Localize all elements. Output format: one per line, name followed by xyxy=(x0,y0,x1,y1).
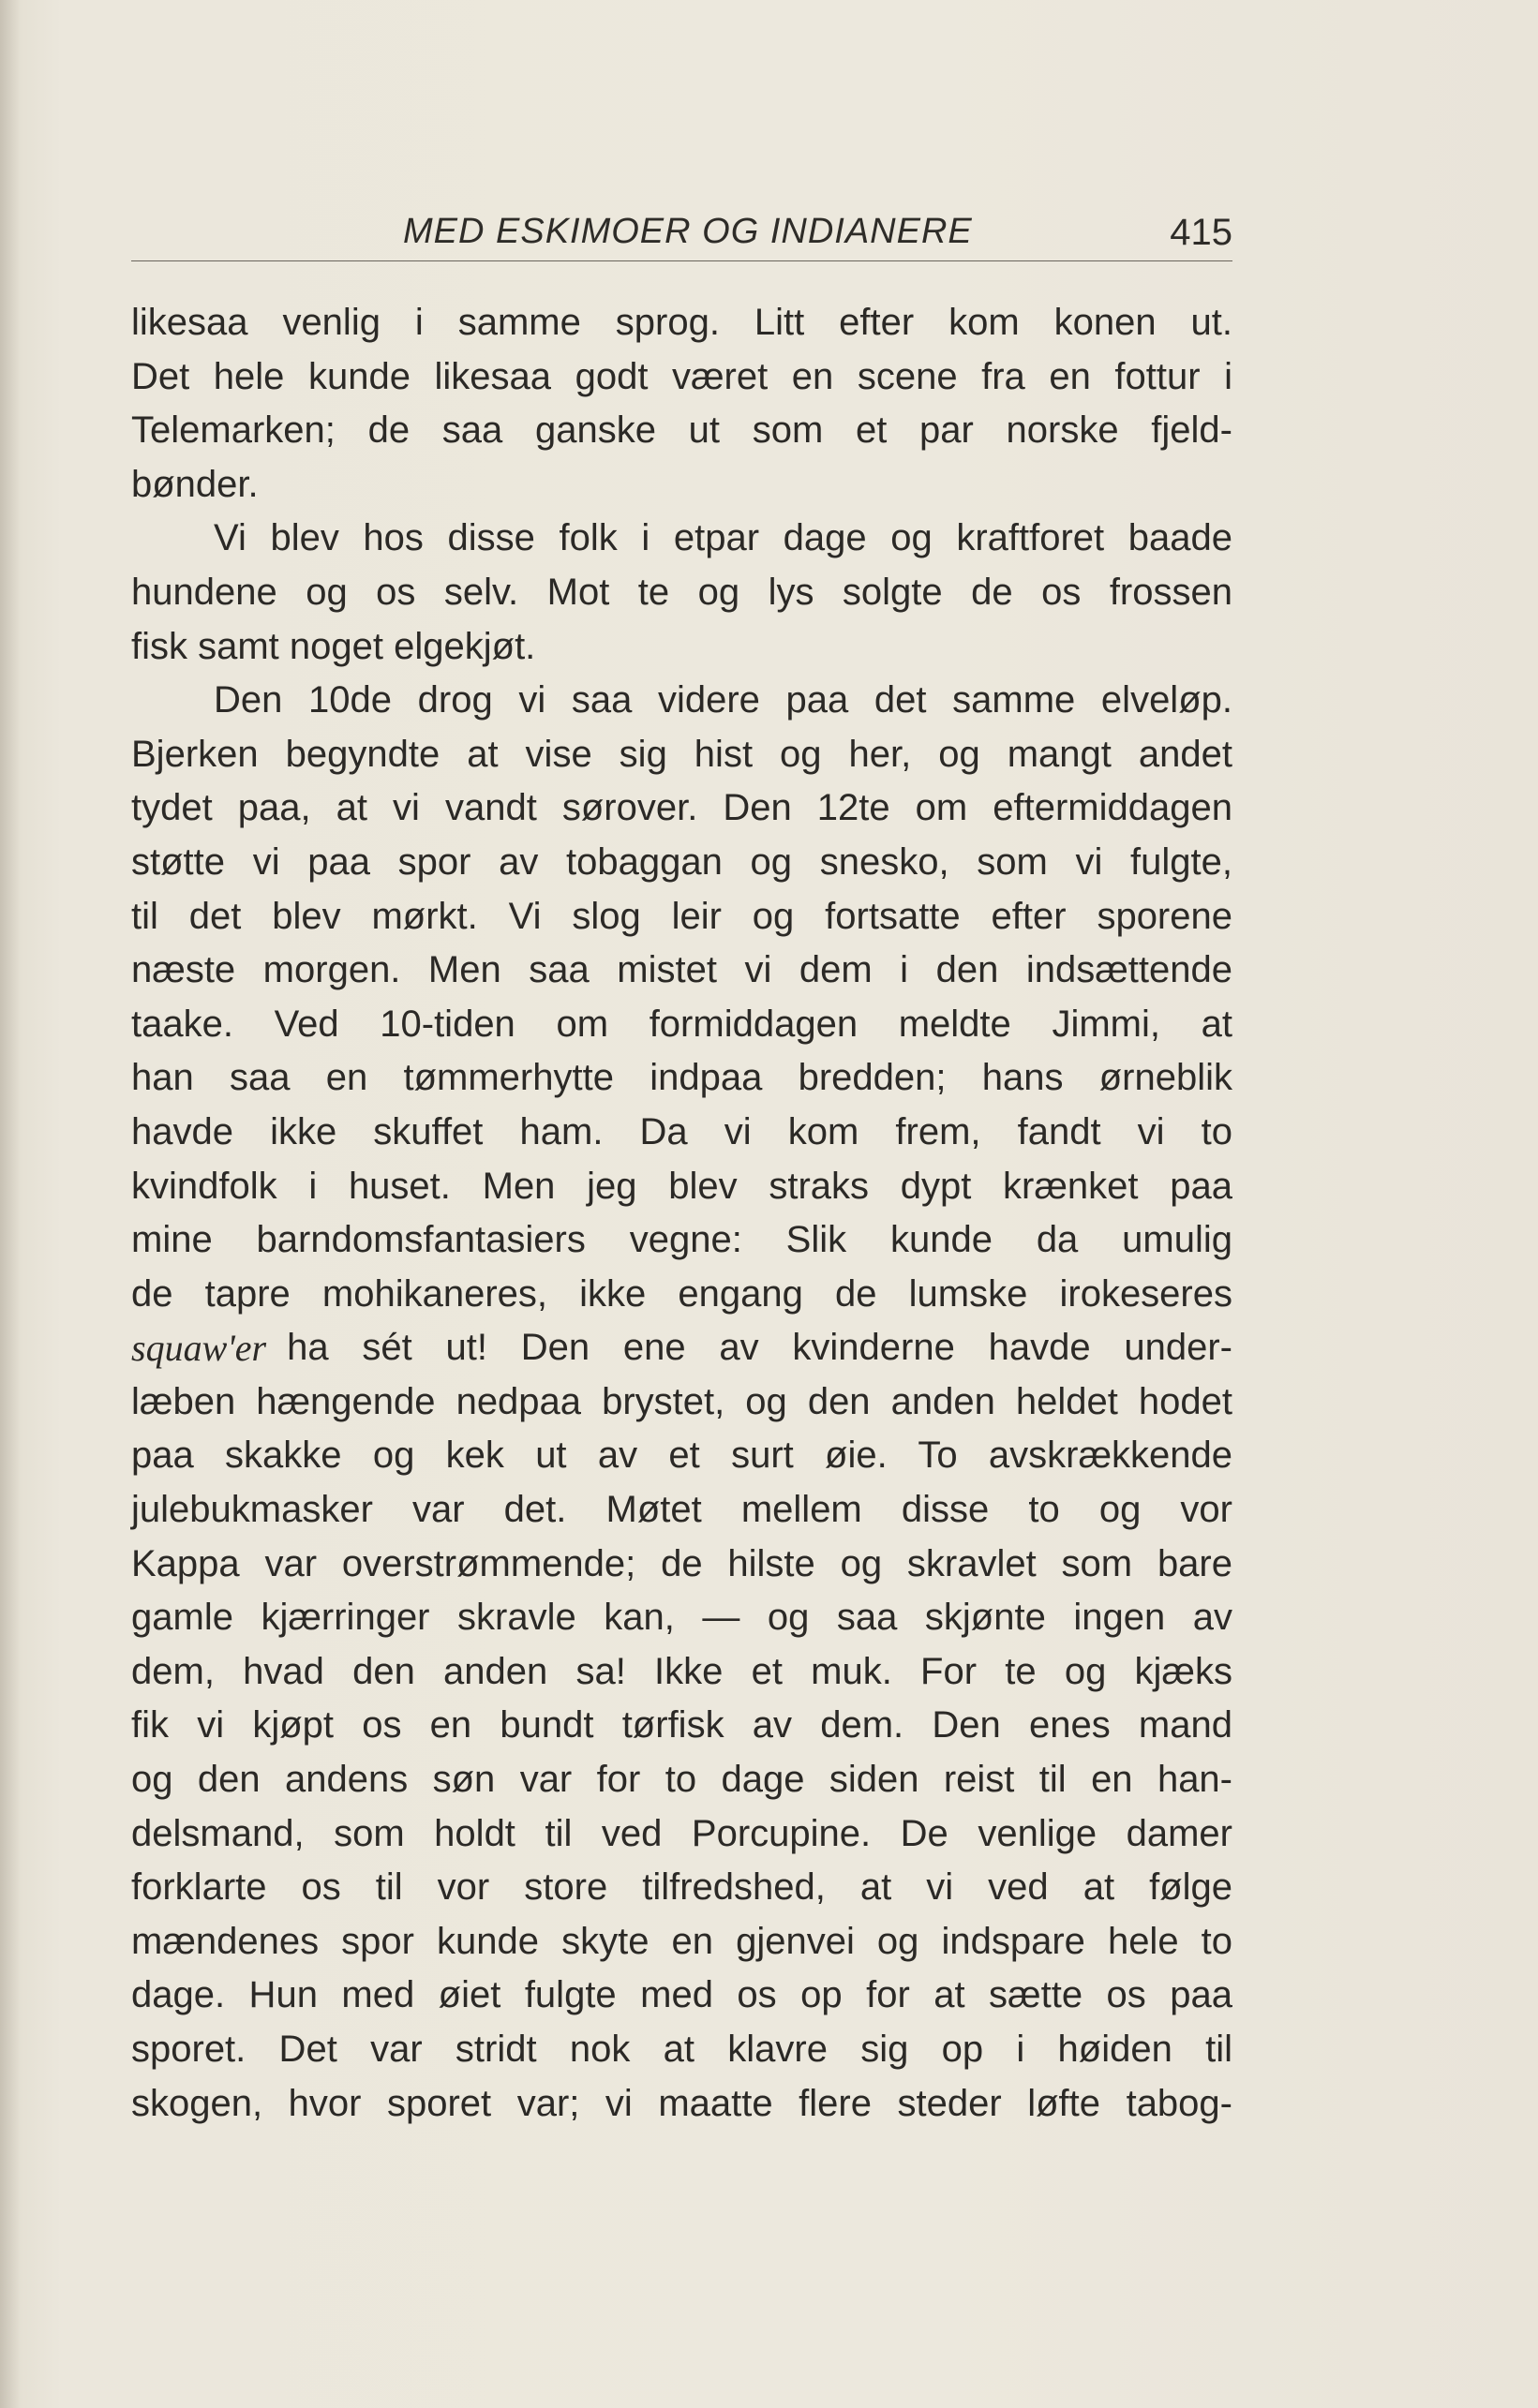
text-line: gamle kjærringer skravle kan, — og saa skjønte ingen av xyxy=(131,1597,1232,1639)
text-line: til det blev mørkt. Vi slog leir og fortsatte efter sporene xyxy=(131,895,1232,937)
text-line: julebukmasker var det. Møtet mellem disse to og vor xyxy=(131,1489,1232,1531)
text-line: Det hele kunde likesaa godt været en scene fra en fottur i xyxy=(131,355,1232,397)
text-line: tydet paa, at vi vandt sørover. Den 12te om eftermiddagen xyxy=(131,787,1232,829)
text-line: hundene og os selv. Mot te og lys solgte de os frossen xyxy=(131,571,1232,613)
text-line: fisk samt noget elgekjøt. xyxy=(131,625,536,667)
text-line: kvindfolk i huset. Men jeg blev straks dypt krænket paa xyxy=(131,1165,1232,1207)
text-line: støtte vi paa spor av tobaggan og snesko, som vi fulgte, xyxy=(131,840,1232,883)
text-line: delsmand, som holdt til ved Porcupine. De venlige damer xyxy=(131,1812,1232,1854)
text-line: sporet. Det var stridt nok at klavre sig op i høiden til xyxy=(131,2029,1232,2070)
page-header xyxy=(131,208,1232,261)
text-line: forklarte os til vor store tilfredshed, at vi ved at følge xyxy=(131,1866,1232,1909)
text-line: taake. Ved 10-tiden om formiddagen meldte Jimmi, at xyxy=(131,1003,1232,1045)
text-line: Vi blev hos disse folk i etpar dage og kraftforet baade xyxy=(214,517,1232,559)
text-line: og den andens søn var for to dage siden reist til en han- xyxy=(131,1759,1232,1801)
text-line: mændenes spor kunde skyte en gjenvei og indspare hele to xyxy=(131,1920,1232,1962)
text-line: dage. Hun med øiet fulgte med os op for at sætte os paa xyxy=(131,1974,1232,2016)
running-title: MED ESKIMOER OG INDIANERE xyxy=(403,212,973,251)
text-line: bønder. xyxy=(131,463,259,505)
text-line: han saa en tømmerhytte indpaa bredden; hans ørneblik xyxy=(131,1057,1232,1099)
body-text xyxy=(131,296,1232,2131)
text-line: næste morgen. Men saa mistet vi dem i den indsættende xyxy=(131,949,1232,991)
text-line: Telemarken; de saa ganske ut som et par norske fjeld- xyxy=(131,409,1232,452)
text-line: Kappa var overstrømmende; de hilste og skravlet som bare xyxy=(131,1542,1232,1584)
text-line-rest: ha sét ut! Den ene av kvinderne havde under- xyxy=(287,1327,1232,1369)
italic-word: squaw'er xyxy=(131,1327,267,1370)
page-number: 415 xyxy=(1170,212,1232,253)
text-line: paa skakke og kek ut av et surt øie. To avskrækkende xyxy=(131,1434,1232,1477)
text-line: dem, hvad den anden sa! Ikke et muk. For te og kjæks xyxy=(131,1650,1232,1692)
text-line: Bjerken begyndte at vise sig hist og her, og mangt andet xyxy=(131,733,1232,775)
text-line: skogen, hvor sporet var; vi maatte flere steder løfte tabog- xyxy=(131,2082,1232,2124)
text-line: de tapre mohikaneres, ikke engang de lumske irokeseres xyxy=(131,1272,1232,1315)
text-line: likesaa venlig i samme sprog. Litt efter kom konen ut. xyxy=(131,302,1232,343)
text-line: Den 10de drog vi saa videre paa det samme elveløp. xyxy=(214,679,1232,721)
text-line: læben hængende nedpaa brystet, og den anden heldet hodet xyxy=(131,1380,1232,1422)
text-line: mine barndomsfantasiers vegne: Slik kunde da umulig xyxy=(131,1219,1232,1261)
text-line: fik vi kjøpt os en bundt tørfisk av dem. Den enes mand xyxy=(131,1704,1232,1747)
text-line: havde ikke skuffet ham. Da vi kom frem, fandt vi to xyxy=(131,1110,1232,1152)
page-edge-shadow xyxy=(0,0,21,2408)
text-line-mixed xyxy=(131,1321,1232,1375)
